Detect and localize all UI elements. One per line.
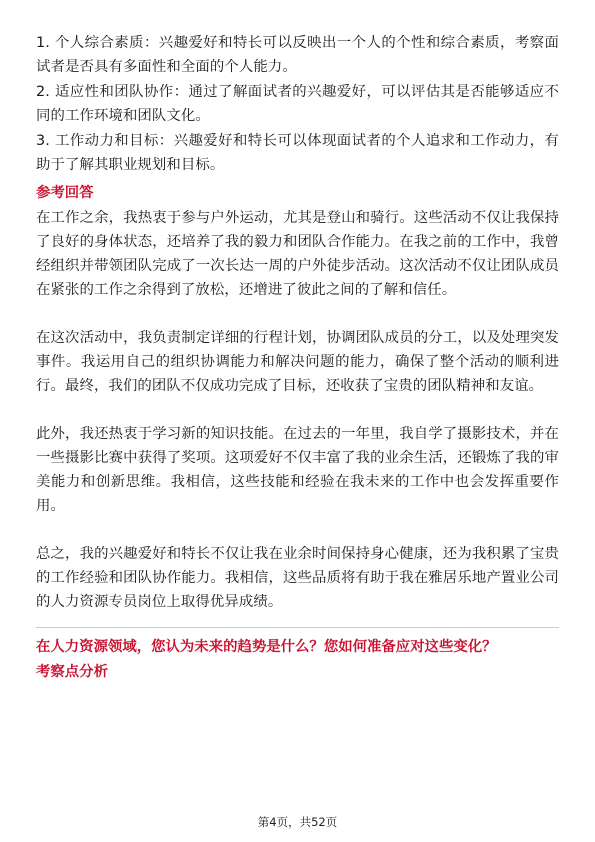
evaluation-point-2: 2. 适应性和团队协作：通过了解面试者的兴趣爱好，可以评估其是否能够适应不同的工作环境和团队文化。: [36, 84, 559, 124]
document-page: [36, 31, 559, 683]
analysis-heading: 考察点分析: [36, 664, 108, 680]
evaluation-point-3: 3. 工作动力和目标：兴趣爱好和特长可以体现面试者的个人追求和工作动力，有助于了解其职业规划和目标。: [36, 133, 559, 173]
next-question: 在人力资源领域，您认为未来的趋势是什么？您如何准备应对这些变化？: [36, 639, 497, 655]
evaluation-point-1: 1. 个人综合素质：兴趣爱好和特长可以反映出一个人的个性和综合素质，考察面试者是否具有多面性和全面的个人能力。: [36, 35, 559, 75]
page-footer: 第4页，共52页: [257, 815, 338, 829]
answer-paragraph-1: 在工作之余，我热衷于参与户外运动，尤其是登山和骑行。这些活动不仅让我保持了良好的身体状态，还培养了我的毅力和团队合作能力。在我之前的工作中，我曾经组织并带领团队完成了一次长达一周的户外徒步活动。这次活动不仅让团队成员在紧张的工作之余得到了放松，还增进了彼此之间的了解和信任。: [36, 210, 559, 298]
answer-heading: 参考回答: [36, 185, 94, 201]
section-divider: [36, 627, 559, 628]
answer-paragraph-2: 在这次活动中，我负责制定详细的行程计划，协调团队成员的分工，以及处理突发事件。我运用自己的组织协调能力和解决问题的能力，确保了整个活动的顺利进行。最终，我们的团队不仅成功完成了目标，还收获了宝贵的团队精神和友谊。: [36, 330, 559, 394]
answer-paragraph-4: 总之，我的兴趣爱好和特长不仅让我在业余时间保持身心健康，还为我积累了宝贵的工作经验和团队协作能力。我相信，这些品质将有助于我在雅居乐地产置业公司的人力资源专员岗位上取得优异成绩。: [36, 546, 559, 610]
answer-paragraph-3: 此外，我还热衷于学习新的知识技能。在过去的一年里，我自学了摄影技术，并在一些摄影比赛中获得了奖项。这项爱好不仅丰富了我的业余生活，还锻炼了我的审美能力和创新思维。我相信，这些技能和经验在我未来的工作中也会发挥重要作用。: [36, 426, 559, 514]
